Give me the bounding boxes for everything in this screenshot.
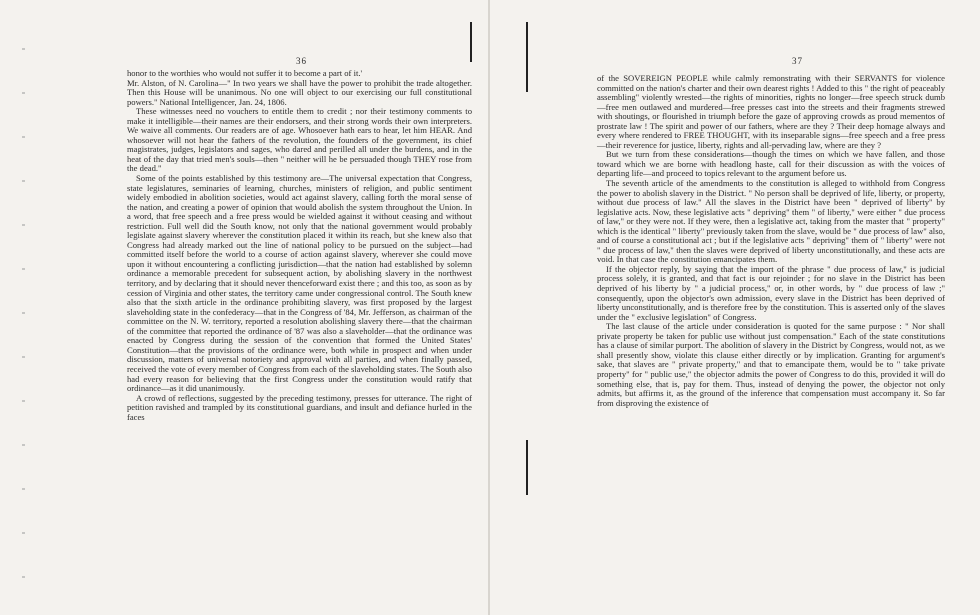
paragraph: The seventh article of the amendments to the constitution is alleged to withhold from Congress the power to abolish slavery in the District. " No person shall be deprived of life, liberty, or property, without due process of law." All the slaves in the District have been " deprived of liberty" by legislative acts. Now, these legislative acts " depriving" them " of liberty," were either " due process of law," or they were not. If they were, then a legislative act, taking from the master that " property" which is the identical " liberty" previously taken from the slave, would be " due process of law" also, and of course a constitutional act ; but if the legislative acts " depriving" them of " liberty" were not " due process of law," then the slaves were deprived of liberty unconstitutionally, and these acts are void. In that case the constitution emancipates them. bbox=[597, 178, 945, 265]
binding-mark bbox=[526, 22, 528, 92]
paragraph: of the SOVEREIGN PEOPLE while calmly remonstrating with their SERVANTS for violence committed on the nation's charter and their own dearest rights ! Added to this " the right of peaceably assembling" violently wrested—the rights of minorities, rights no longer—free speech struck dumb—free men outlawed and murdered—free presses cast into the streets and their fragments strewed with shoutings, or flourished in triumph before the gaze of approving crowds as proud mementos of prostrate law ! The spirit and power of our fathers, where are they ? Their deep homage always and every where rendered to FREE THOUGHT, with its inseparable signs—free speech and a free press—their reverence for justice, liberty, rights and all-pervading law, where are they ? bbox=[597, 73, 945, 150]
page-edge-specks bbox=[22, 30, 25, 590]
paragraph: The last clause of the article under consideration is quoted for the same purpose : " Nor shall private property be taken for public use without just compensation." Each of the state constitutions has a clause of similar purport. The abolition of slavery in the District by Congress, would not, as we shall presently show, violate this clause either directly or by implication. Granting for argument's sake, that slaves are " private property," and that to emancipate them, would be to " take private property" for " public use," the objector admits the power of Congress to do this, provided it will do something else, that is, pay for them. Thus, instead of denying the power, the objector not only admits, but affirms it, as the ground of the inference that compensation must accompany it. So far from disproving the existence of bbox=[597, 321, 945, 408]
page-number-left: 36 bbox=[296, 56, 307, 66]
paragraph: honor to the worthies who would not suffer it to become a part of it.' bbox=[127, 68, 363, 78]
paragraph: Mr. Alston, of N. Carolina—" In two years we shall have the power to prohibit the trade altogether. Then this House will be unanimous. No one will object to our exercising our full constitutional powers." National Intelligencer, Jan. 24, 1806. bbox=[127, 77, 472, 107]
right-text-column bbox=[597, 74, 945, 408]
page-number-right: 37 bbox=[792, 56, 803, 66]
binding-mark bbox=[526, 440, 528, 495]
paragraph: But we turn from these considerations—though the times on which we have fallen, and those toward which we are borne with headlong haste, call for their discussion as with the voices of departing life—and proceed to topics relevant to the argument before us. bbox=[597, 149, 945, 179]
binding-mark bbox=[470, 22, 472, 62]
paragraph: A crowd of reflections, suggested by the preceding testimony, presses for utterance. The right of petition ravished and trampled by its constitutional guardians, and insult and defiance hurled in the faces bbox=[127, 392, 472, 422]
left-text-column bbox=[127, 69, 472, 422]
paragraph: If the objector reply, by saying that the import of the phrase " due process of law," is judicial process solely, it is granted, and that fact is our rejoinder ; for no slave in the District has been deprived of his liberty by " a judicial process," or, in other words, by " due process of law ;" consequently, upon the objector's own admission, every slave in the District has been deprived of liberty unconstitutionally, and is therefore free by the constitution. This is asserted only of the slaves under the " exclusive legislation" of Congress. bbox=[597, 263, 945, 322]
paragraph: Some of the points established by this testimony are—The universal expectation that Congress, state legislatures, seminaries of learning, churches, ministers of religion, and public sentiment widely embodied in abolition societies, would act against slavery, calling forth the moral sense of the nation, and creating a power of opinion that would abolish the system throughout the Union. In a word, that free speech and a free press would be wielded against it without ceasing and without restriction. Full well did the South know, not only that the national government would probably legislate against slavery wherever the constitution placed it within its reach, but she knew also that Congress had already marked out the line of national policy to be pursued on the subject—had committed itself before the world to a course of action against slavery, wherever she could move upon it without encountering a conflicting jurisdiction—that the nation had established by solemn ordinance a memorable precedent for subsequent action, by abolishing slavery in the northwest territory, and by declaring that it should never thenceforward exist there ; and this too, as soon as by cession of Virginia and other states, the territory came under congressional control. The South knew also that the sixth article in the ordinance prohibiting slavery, was first proposed by the largest slaveholding state in the confederacy—that in the Congress of '84, Mr. Jefferson, as chairman of the committee on the N. W. territory, reported a resolution abolishing slavery there—that the chairman of the committee that reported the ordinance of '87 was also a slaveholder—that the ordinance was enacted by Congress during the session of the convention that formed the United States' Constitution—that the provisions of the ordinance were, both while in prospect and when under discussion, matters of universal notoriety and approval with all parties, and when finally passed, received the vote of every member of Congress from each of the slaveholding states. The South also had every reason for believing that the first Congress under the constitution would ratify that ordinance—as it did unanimously. bbox=[127, 173, 472, 394]
paragraph: These witnesses need no vouchers to entitle them to credit ; nor their testimony comments to make it intelligible—their names are their endorsers, and their strong words their own interpreters. We waive all comments. Our readers are of age. Whosoever hath ears to hear, let him HEAR. And whosoever will not hear the fathers of the revolution, the founders of the government, its chief magistrates, judges, legislators and sages, who dared and perilled all under the burdens, and in the heat of the day that tried men's souls—then " neither will he be persuaded though THEY rose from the dead." bbox=[127, 106, 472, 174]
